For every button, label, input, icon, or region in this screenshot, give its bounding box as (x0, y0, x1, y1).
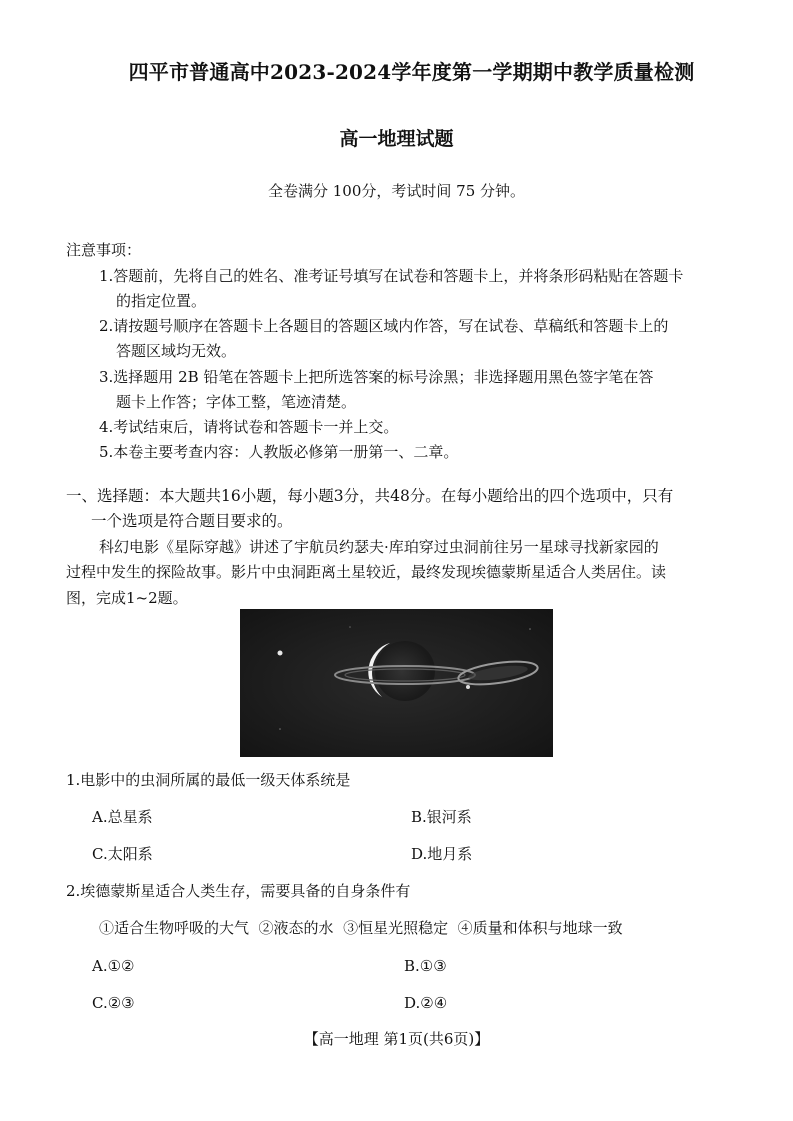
note-5: 5.本卷主要考查内容：人教版必修第一册第一、二章。 (99, 443, 459, 461)
interstellar-movie-still (240, 609, 553, 757)
question-2-option-d: D.②④ (404, 994, 448, 1012)
question-1-option-b: B.银河系 (411, 808, 472, 826)
note-3-line-2: 题卡上作答；字体工整，笔迹清楚。 (116, 393, 357, 411)
question-2-conditions: ①适合生物呼吸的大气 ②液态的水 ③恒星光照稳定 ④质量和体积与地球一致 (99, 919, 623, 937)
question-1-option-a: A.总星系 (92, 808, 153, 826)
question-2-option-b: B.①③ (404, 957, 447, 975)
question-1-option-d: D.地月系 (411, 845, 473, 863)
page-footer: 【高一地理 第1页(共6页)】 (303, 1030, 490, 1048)
notes-heading: 注意事项： (66, 241, 142, 259)
exam-title: 四平市普通高中2023-2024学年度第一学期期中教学质量检测 (128, 60, 695, 84)
note-4: 4.考试结束后，请将试卷和答题卡一并上交。 (99, 418, 399, 436)
passage-line-1: 科幻电影《星际穿越》讲述了宇航员约瑟夫·库珀穿过虫洞前往另一星球寻找新家园的 (99, 538, 659, 556)
note-1-line-1: 1.答题前，先将自己的姓名、准考证号填写在试卷和答题卡上，并将条形码粘贴在答题卡 (99, 267, 684, 285)
note-1-line-2: 的指定位置。 (116, 292, 207, 310)
question-2-stem: 2.埃德蒙斯星适合人类生存，需要具备的自身条件有 (66, 882, 411, 900)
section-1-line-1: 一、选择题：本大题共16小题，每小题3分，共48分。在每小题给出的四个选项中，只有 (66, 487, 674, 505)
note-2-line-2: 答题区域均无效。 (116, 342, 237, 360)
question-2-option-a: A.①② (92, 957, 135, 975)
question-1-option-c: C.太阳系 (92, 845, 153, 863)
section-1-line-2: 一个选项是符合题目要求的。 (91, 512, 293, 530)
note-2-line-1: 2.请按题号顺序在答题卡上各题目的答题区域内作答，写在试卷、草稿纸和答题卡上的 (99, 317, 669, 335)
question-2-option-c: C.②③ (92, 994, 135, 1012)
passage-line-2: 过程中发生的探险故事。影片中虫洞距离土星较近，最终发现埃德蒙斯星适合人类居住。读 (66, 563, 667, 581)
note-3-line-1: 3.选择题用 2B 铅笔在答题卡上把所选答案的标号涂黑；非选择题用黑色签字笔在答 (99, 368, 654, 386)
exam-info: 全卷满分 100分，考试时间 75 分钟。 (267, 182, 526, 200)
question-1-stem: 1.电影中的虫洞所属的最低一级天体系统是 (66, 771, 351, 789)
passage-line-3: 图，完成1~2题。 (66, 589, 188, 607)
exam-subtitle: 高一地理试题 (339, 128, 454, 150)
